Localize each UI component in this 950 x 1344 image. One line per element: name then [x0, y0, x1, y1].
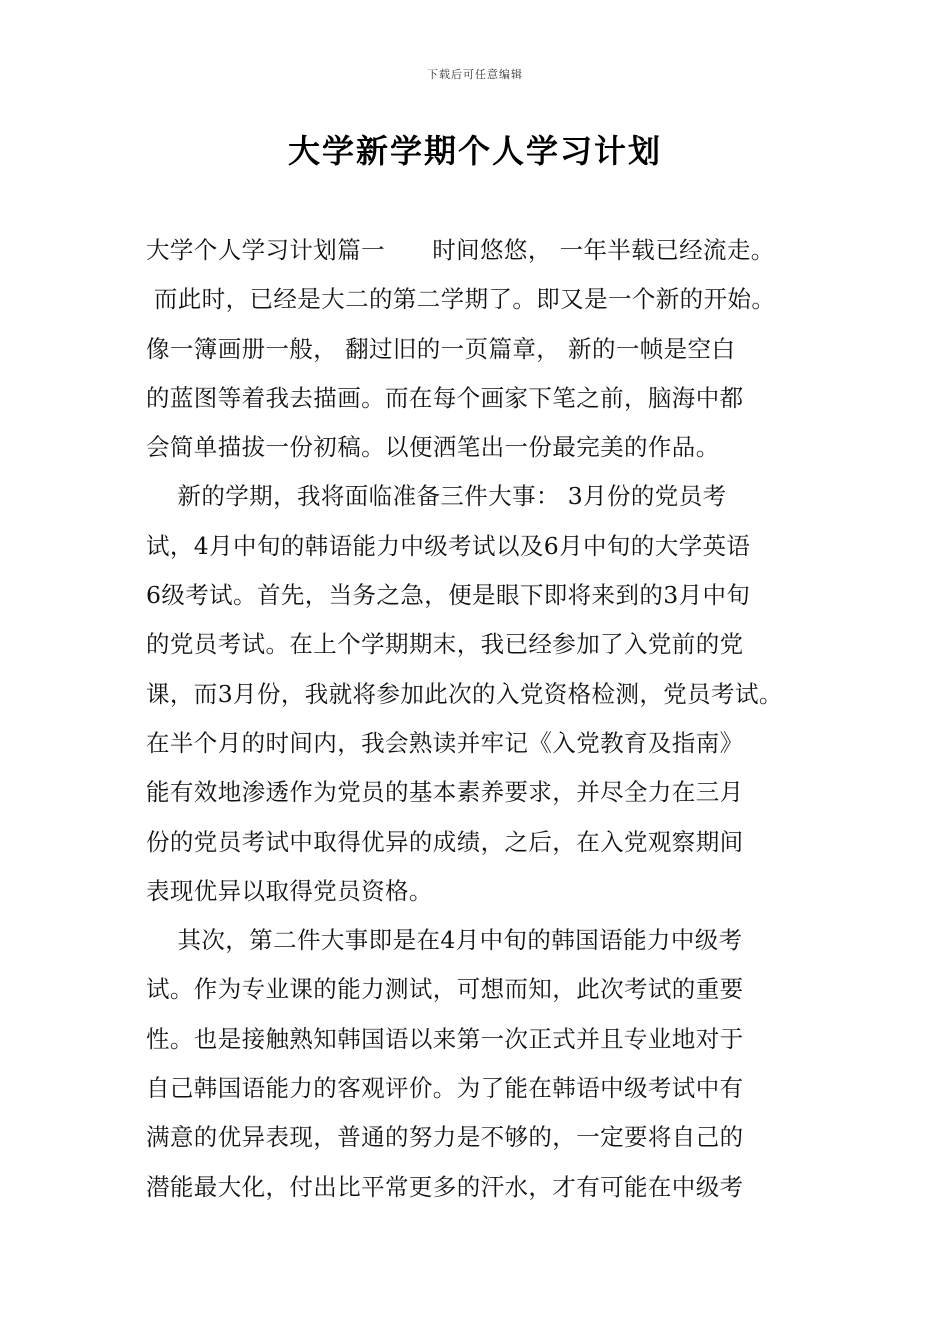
- text-line: 课，而3月份，我就将参加此次的入党资格检测，党员考试。: [146, 679, 783, 708]
- text-line: 而此时，已经是大二的第二学期了。即又是一个新的开始。: [146, 285, 776, 314]
- text-line: 新的学期，我将面临准备三件大事： 3月份的党员考: [146, 482, 727, 511]
- document-body: [146, 226, 810, 1212]
- text-line: 表现优异以取得党员资格。: [146, 876, 433, 905]
- text-line: 性。也是接触熟知韩国语以来第一次正式并且专业地对于: [146, 1024, 744, 1053]
- text-line: 其次，第二件大事即是在4月中旬的韩国语能力中级考: [146, 926, 743, 955]
- text-line: 的党员考试。在上个学期期末，我已经参加了入党前的党: [146, 630, 744, 659]
- header-note: 下载后可任意编辑: [427, 68, 523, 81]
- text-line: 会简单描拔一份初稿。以便洒笔出一份最完美的作品。: [146, 433, 720, 462]
- text-line: 试。作为专业课的能力测试，可想而知，此次考试的重要: [146, 975, 744, 1004]
- text-line: 能有效地渗透作为党员的基本素养要求，并尽全力在三月: [146, 778, 744, 807]
- text-line: 满意的优异表现，普通的努力是不够的，一定要将自己的: [146, 1123, 744, 1152]
- text-line: 试，4月中旬的韩语能力中级考试以及6月中旬的大学英语: [146, 531, 751, 560]
- text-line: 的蓝图等着我去描画。而在每个画家下笔之前，脑海中都: [146, 383, 744, 412]
- text-line: 6级考试。首先，当务之急，便是眼下即将来到的3月中旬: [146, 581, 751, 610]
- document-title: 大学新学期个人学习计划: [287, 132, 662, 170]
- text-line: 自己韩国语能力的客观评价。为了能在韩语中级考试中有: [146, 1074, 744, 1103]
- text-line: 在半个月的时间内，我会熟读并牢记《入党教育及指南》: [146, 728, 744, 757]
- text-line: 份的党员考试中取得优异的成绩，之后，在入党观察期间: [146, 827, 744, 856]
- text-line: 像一簿画册一般， 翻过旧的一页篇章， 新的一帧是空白: [146, 334, 736, 363]
- text-line: 大学个人学习计划篇一 时间悠悠， 一年半载已经流走。: [146, 236, 775, 264]
- text-line: 潜能最大化，付出比平常更多的汗水，才有可能在中级考: [146, 1172, 744, 1201]
